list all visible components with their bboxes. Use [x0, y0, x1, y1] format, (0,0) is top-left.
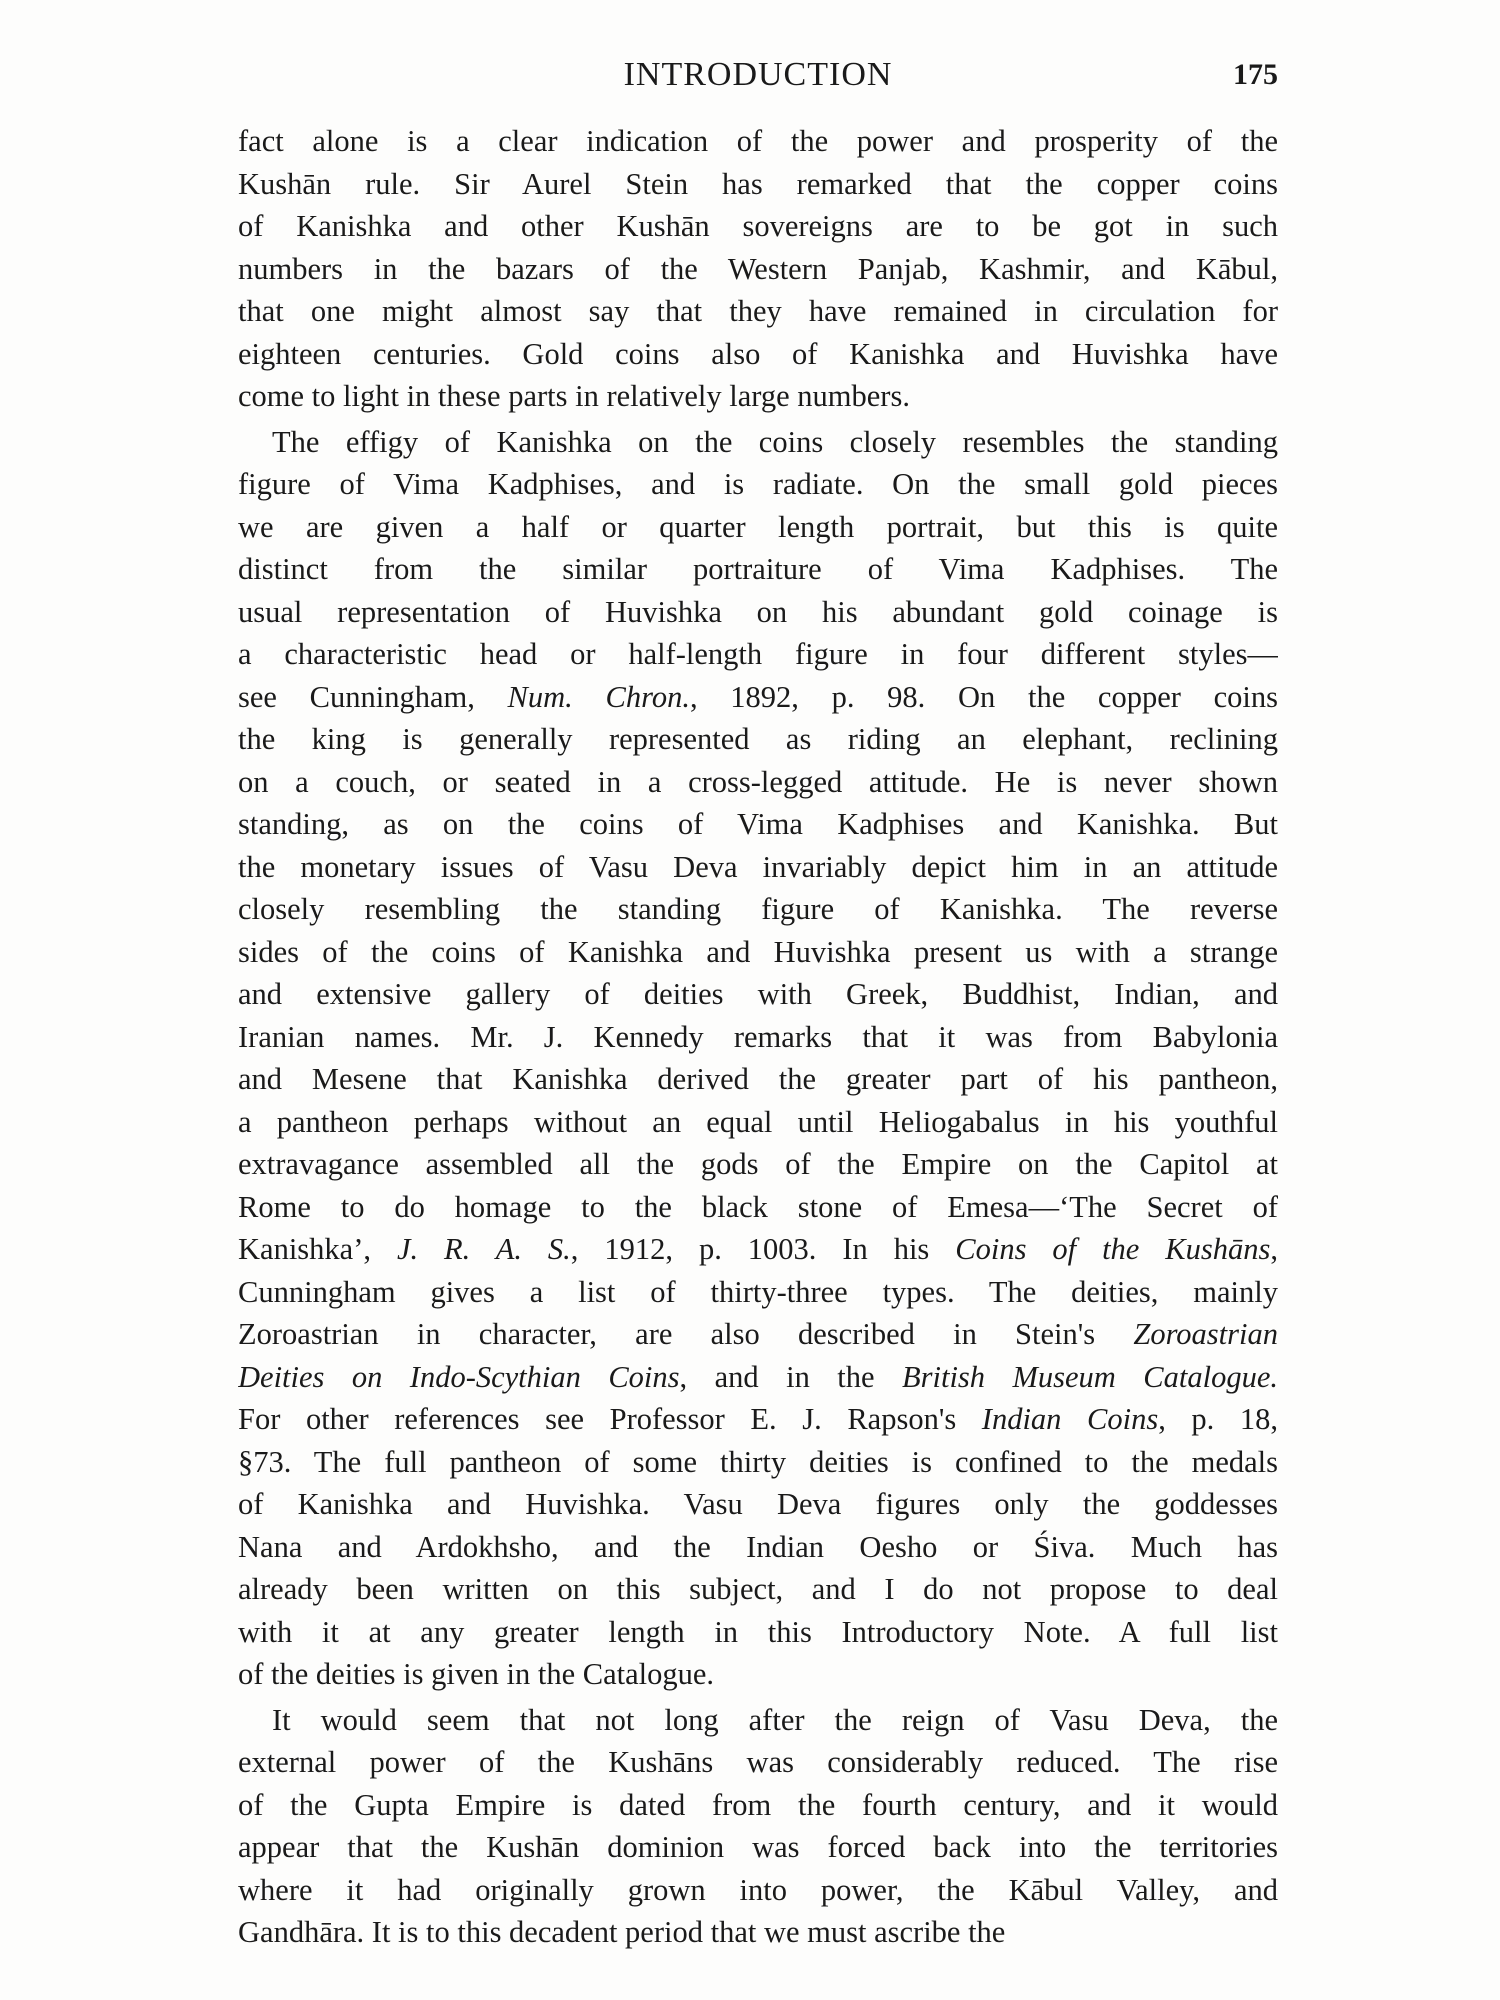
text-line	[238, 248, 1278, 291]
text-line	[238, 1228, 1278, 1271]
text-segment: For other references see Professor E. J. Rapson's	[238, 1402, 982, 1436]
text-line	[238, 1356, 1278, 1399]
running-head	[238, 50, 1278, 100]
paragraph	[238, 120, 1278, 418]
text-line	[238, 290, 1278, 333]
italic-citation: J. R. A. S.	[396, 1232, 571, 1266]
text-segment: figure of Vima Kadphises, and is radiate. On the small gold pieces	[238, 467, 1278, 501]
text-line	[238, 120, 1278, 163]
text-line	[238, 591, 1278, 634]
text-line	[238, 973, 1278, 1016]
text-line	[238, 506, 1278, 549]
text-segment: Gandhāra. It is to this decadent period that we must ascribe the	[238, 1915, 1006, 1949]
italic-citation: British Museum Catalogue.	[902, 1359, 1278, 1394]
text-line	[238, 931, 1278, 974]
text-line	[238, 1143, 1278, 1186]
text-line	[238, 633, 1278, 676]
text-line	[238, 1526, 1278, 1569]
paragraph	[238, 1699, 1278, 1951]
text-segment: the monetary issues of Vasu Deva invariably depict him in an attitude	[238, 849, 1278, 884]
text-segment: and Mesene that Kanishka derived the greater part of his pantheon,	[238, 1062, 1278, 1096]
text-line	[238, 888, 1278, 931]
text-segment: a pantheon perhaps without an equal until Heliogabalus in his youthful	[238, 1104, 1278, 1139]
text-segment: , p. 18,	[1158, 1402, 1278, 1436]
text-line	[238, 1784, 1278, 1827]
text-segment: usual representation of Huvishka on his abundant gold coinage is	[238, 594, 1278, 629]
text-segment: , 1912, p. 1003. In his	[570, 1232, 956, 1266]
text-segment: on a couch, or seated in a cross-legged attitude. He is never shown	[238, 764, 1278, 799]
text-line	[238, 1741, 1278, 1784]
text-segment: closely resembling the standing figure of Kanishka. The reverse	[238, 892, 1278, 926]
paragraph	[238, 421, 1278, 1696]
text-line	[238, 1568, 1278, 1611]
body-text	[238, 120, 1278, 1950]
text-segment: §73. The full pantheon of some thirty deities is confined to the medals	[238, 1444, 1278, 1479]
text-line	[238, 1869, 1278, 1912]
text-line	[238, 1058, 1278, 1101]
text-line	[238, 1101, 1278, 1144]
text-segment: and extensive gallery of deities with Greek, Buddhist, Indian, and	[238, 977, 1278, 1011]
italic-citation: Deities on Indo-Scythian Coins	[238, 1359, 680, 1394]
text-segment: extravagance assembled all the gods of the Empire on the Capitol at	[238, 1147, 1278, 1181]
italic-citation: Coins of the Kushāns	[955, 1232, 1271, 1266]
text-line	[238, 548, 1278, 591]
text-line	[238, 1313, 1278, 1356]
text-segment: Zoroastrian in character, are also described in Stein's	[238, 1317, 1134, 1351]
text-line	[238, 421, 1278, 464]
text-line	[238, 1483, 1278, 1526]
text-segment: already been written on this subject, and I do not propose to deal	[238, 1572, 1278, 1606]
text-segment: we are given a half or quarter length portrait, but this is quite	[238, 509, 1278, 544]
text-line	[238, 1271, 1278, 1314]
text-segment: Kushān rule. Sir Aurel Stein has remarked that the copper coins	[238, 166, 1278, 201]
text-segment: a characteristic head or half-length figure in four different styles—	[238, 637, 1278, 671]
text-line	[238, 1611, 1278, 1654]
text-line	[238, 1441, 1278, 1484]
italic-citation: Zoroastrian	[1133, 1317, 1278, 1351]
text-segment: fact alone is a clear indication of the power and prosperity of the	[238, 124, 1278, 158]
text-segment: standing, as on the coins of Vima Kadphises and Kanishka. But	[238, 807, 1278, 841]
text-line	[238, 846, 1278, 889]
text-segment: Iranian names. Mr. J. Kennedy remarks that it was from Babylonia	[238, 1019, 1278, 1054]
text-segment: external power of the Kushāns was considerably reduced. The rise	[238, 1745, 1278, 1779]
text-line	[238, 803, 1278, 846]
text-line	[238, 1398, 1278, 1441]
text-segment: appear that the Kushān dominion was forced back into the territories	[238, 1830, 1278, 1864]
text-line	[238, 761, 1278, 804]
text-segment: of the Gupta Empire is dated from the fourth century, and it would	[238, 1787, 1278, 1822]
text-segment: the king is generally represented as riding an elephant, reclining	[238, 722, 1278, 756]
text-segment: ,	[1270, 1232, 1278, 1266]
text-line	[238, 1653, 1278, 1696]
text-line	[238, 1016, 1278, 1059]
text-segment: , 1892, p. 98. On the copper coins	[689, 679, 1278, 714]
text-segment: It would seem that not long after the reign of Vasu Deva, the	[272, 1702, 1278, 1737]
text-segment: come to light in these parts in relatively large numbers.	[238, 379, 910, 413]
text-segment: Nana and Ardokhsho, and the Indian Oesho or Śiva. Much has	[238, 1529, 1278, 1564]
text-segment: of Kanishka and Huvishka. Vasu Deva figures only the goddesses	[238, 1487, 1278, 1521]
text-line	[238, 1826, 1278, 1869]
text-segment: The effigy of Kanishka on the coins closely resembles the standing	[272, 424, 1278, 459]
text-line	[238, 333, 1278, 376]
text-line	[238, 205, 1278, 248]
text-line	[238, 1911, 1278, 1950]
text-segment: where it had originally grown into power, the Kābul Valley, and	[238, 1872, 1278, 1907]
text-segment: eighteen centuries. Gold coins also of Kanishka and Huvishka have	[238, 336, 1278, 371]
text-line	[238, 1186, 1278, 1229]
text-segment: that one might almost say that they have remained in circulation for	[238, 294, 1278, 328]
text-segment: Rome to do homage to the black stone of Emesa—‘The Secret of	[238, 1189, 1278, 1224]
page-number: 175	[1233, 58, 1278, 91]
text-line	[238, 375, 1278, 418]
text-line	[238, 1699, 1278, 1742]
italic-citation: Num. Chron.	[507, 679, 690, 714]
italic-citation: Indian Coins	[981, 1402, 1159, 1436]
text-line	[238, 163, 1278, 206]
text-segment: sides of the coins of Kanishka and Huvishka present us with a strange	[238, 934, 1278, 969]
running-title: INTRODUCTION	[623, 56, 893, 93]
text-segment: Cunningham gives a list of thirty-three types. The deities, mainly	[238, 1274, 1278, 1309]
text-line	[238, 463, 1278, 506]
text-segment: numbers in the bazars of the Western Panjab, Kashmir, and Kābul,	[238, 251, 1278, 286]
text-segment: of the deities is given in the Catalogue.	[238, 1657, 715, 1691]
text-segment: see Cunningham,	[238, 679, 508, 714]
text-line	[238, 718, 1278, 761]
text-segment: , and in the	[679, 1359, 902, 1394]
text-line	[238, 676, 1278, 719]
text-segment: of Kanishka and other Kushān sovereigns are to be got in such	[238, 209, 1278, 243]
text-segment: with it at any greater length in this Introductory Note. A full list	[238, 1614, 1278, 1649]
text-segment: distinct from the similar portraiture of Vima Kadphises. The	[238, 552, 1278, 586]
text-segment: Kanishka’,	[238, 1232, 397, 1266]
